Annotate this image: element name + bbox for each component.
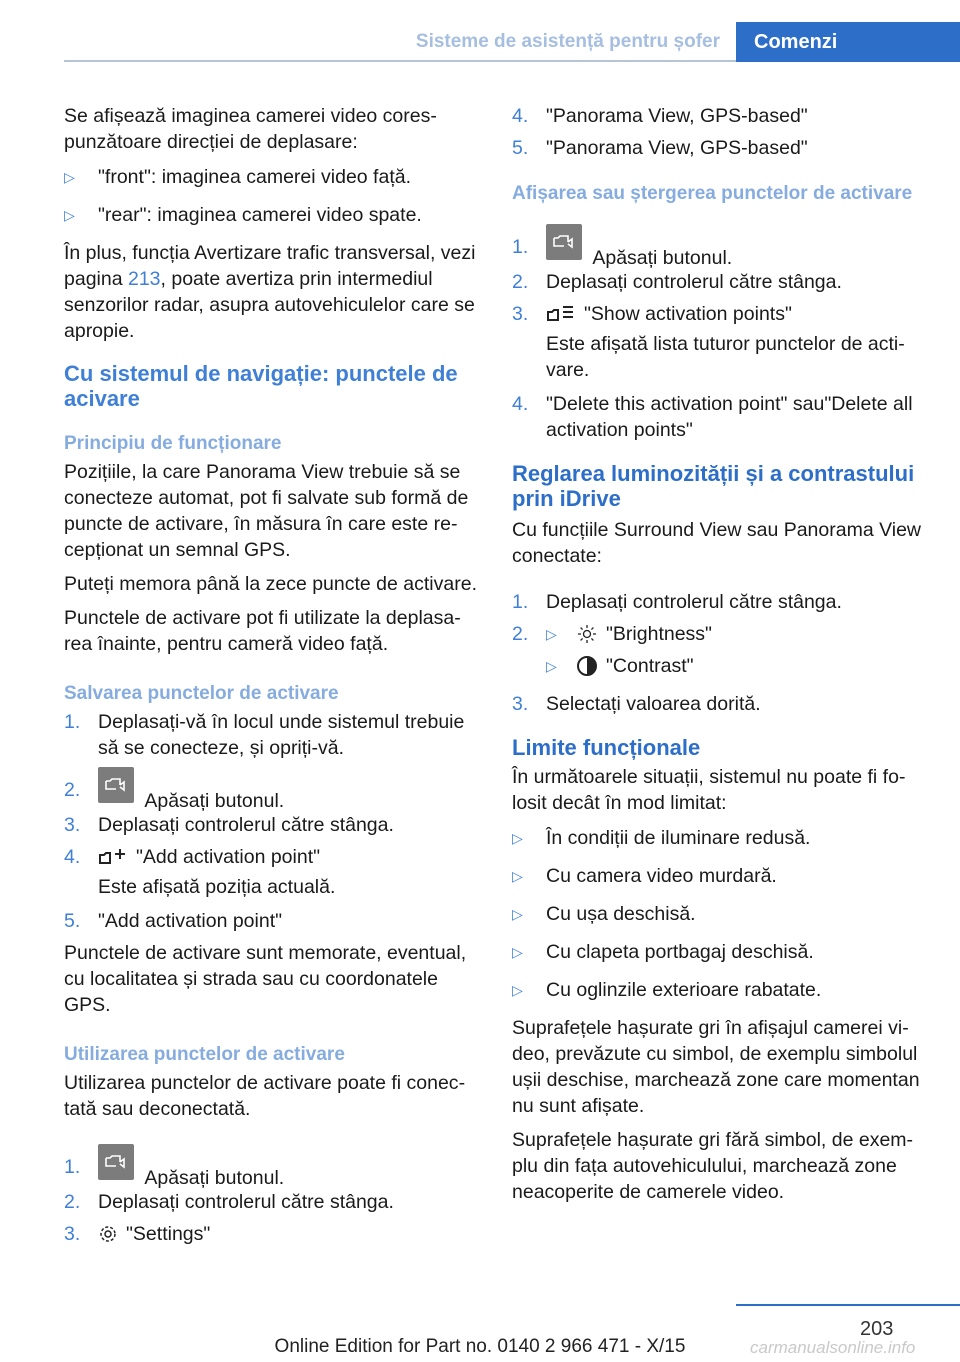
- paragraph: Pozițiile, la care Panorama View trebuie să se conecteze automat, pot fi salvate sub formă de puncte de activare, în măsura în care este recepționat un semnal GPS.: [64, 461, 469, 561]
- right-column: [512, 103, 932, 1213]
- step-item: 3. "Settings": [64, 1223, 211, 1245]
- triangle-bullet-icon: ▷: [546, 658, 557, 674]
- step-note: Este afișată poziția actuală.: [98, 876, 336, 898]
- camera-button-icon[interactable]: [98, 1144, 134, 1180]
- list-item: ▷ "front": imaginea camerei video față.: [64, 166, 411, 188]
- subheading: Afișarea sau ștergerea punctelor de activare: [512, 183, 913, 204]
- page-link[interactable]: 213: [127, 268, 161, 290]
- option-contrast: ▷ "Contrast": [546, 655, 694, 677]
- step-item: 2. Deplasați controlerul către stânga.: [64, 1191, 394, 1213]
- triangle-bullet-icon: ▷: [512, 868, 523, 884]
- list-item: ▷ Cu oglinzile exterioare rabatate.: [512, 979, 822, 1001]
- list-item: ▷ Cu clapeta portbagaj deschisă.: [512, 941, 814, 963]
- section-heading: Limite funcționale: [512, 735, 701, 760]
- step-item: 1. Apăsați butonul.: [64, 1144, 480, 1183]
- option-brightness: ▷ "Brightness": [546, 623, 712, 645]
- list-item: ▷ "rear": imaginea camerei video spate.: [64, 204, 422, 226]
- triangle-bullet-icon: ▷: [546, 626, 557, 642]
- footer-edition: Online Edition for Part no. 0140 2 966 471 - X/15: [274, 1336, 686, 1357]
- paragraph: Puteți memora până la zece puncte de activare.: [64, 573, 477, 595]
- section-heading: Reglarea luminozității și a contrastului prin iDrive: [512, 461, 915, 511]
- list-item: ▷ În condiții de iluminare redusă.: [512, 827, 811, 849]
- paragraph: Suprafețele hașurate gri fără simbol, de exemplu din fața autovehiculului, marchează zone neacoperite de camerele video.: [512, 1129, 914, 1203]
- step-item: 5. "Panorama View, GPS-based": [512, 137, 808, 159]
- step-item: 2. Apăsați butonul.: [64, 767, 480, 806]
- camera-button-icon[interactable]: [546, 224, 582, 260]
- section-heading: Cu sistemul de navigație: punctele de acivare: [64, 361, 458, 411]
- contrast-icon: [576, 655, 598, 677]
- add-activation-point-icon: [98, 847, 128, 867]
- paragraph: Suprafețele hașurate gri în afișajul camerei video, prevăzute cu simbol, de exemplu simbolul ușii deschise, marchează zone care momentan nu sunt afișate.: [512, 1017, 920, 1117]
- subheading: Principiu de funcționare: [64, 433, 282, 454]
- paragraph: Punctele de activare sunt memorate, eventual, cu localitatea și strada sau cu coordonatele GPS.: [64, 942, 467, 1016]
- triangle-bullet-icon: ▷: [64, 169, 75, 185]
- step-item: 3. Deplasați controlerul către stânga.: [64, 814, 394, 836]
- left-column: [64, 103, 480, 1253]
- footer-rule: [736, 1304, 960, 1306]
- step-item: 1. Deplasați controlerul către stânga.: [512, 591, 842, 613]
- intro-paragraph: Se afișează imaginea camerei video corespunzătoare direcției de deplasare:: [64, 105, 437, 153]
- triangle-bullet-icon: ▷: [512, 944, 523, 960]
- list-item: ▷ Cu ușa deschisă.: [512, 903, 696, 925]
- step-item: 1. Deplasați-vă în locul unde sistemul trebuie să se conecteze, și opriți-vă.: [64, 711, 465, 759]
- gear-icon: [98, 1224, 118, 1244]
- step-note: Este afișată lista tuturor punctelor de activare.: [546, 333, 905, 381]
- subheading: Utilizarea punctelor de activare: [64, 1044, 345, 1065]
- header-tab: Comenzi: [736, 22, 960, 62]
- list-item: ▷ Cu camera video murdară.: [512, 865, 777, 887]
- cross-traffic-paragraph: În plus, funcția Avertizare trafic transversal, vezi pagina 213, poate avertiza prin intermediul senzorilor radar, asupra autovehiculelor care se apropie.: [64, 242, 476, 342]
- triangle-bullet-icon: ▷: [512, 830, 523, 846]
- camera-button-icon[interactable]: [98, 767, 134, 803]
- activation-points-list-icon: [546, 304, 576, 324]
- triangle-bullet-icon: ▷: [64, 207, 75, 223]
- subheading: Salvarea punctelor de activare: [64, 683, 339, 704]
- header-section-title: Sisteme de asistență pentru șofer: [415, 31, 720, 52]
- step-item: 2. Deplasați controlerul către stânga.: [512, 271, 842, 293]
- step-item: 1. Apăsați butonul.: [512, 224, 932, 263]
- step-item: 5. "Add activation point": [64, 910, 283, 932]
- watermark: carmanualsonline.info: [750, 1338, 916, 1357]
- step-item: 4. "Add activation point": [64, 846, 321, 868]
- paragraph: Cu funcțiile Surround View sau Panorama View conectate:: [512, 519, 922, 567]
- brightness-icon: [576, 623, 598, 645]
- step-item: 4. "Delete this activation point" sau"Delete all activation points": [512, 393, 913, 441]
- step-item: 3. Selectați valoarea dorită.: [512, 693, 761, 715]
- paragraph: În următoarele situații, sistemul nu poate fi folosit decât în mod limitat:: [512, 766, 906, 814]
- page-number: 203: [860, 1318, 894, 1340]
- paragraph: Utilizarea punctelor de activare poate fi conectată sau deconectată.: [64, 1072, 466, 1120]
- triangle-bullet-icon: ▷: [512, 982, 523, 998]
- step-item: 4. "Panorama View, GPS-based": [512, 105, 808, 127]
- paragraph: Punctele de activare pot fi utilizate la deplasarea înainte, pentru cameră video față.: [64, 607, 461, 655]
- step-item: 3. "Show activation points": [512, 303, 792, 325]
- step-item: 2. ▷ "Brightness" ▷ "Contrast": [512, 621, 932, 685]
- triangle-bullet-icon: ▷: [512, 906, 523, 922]
